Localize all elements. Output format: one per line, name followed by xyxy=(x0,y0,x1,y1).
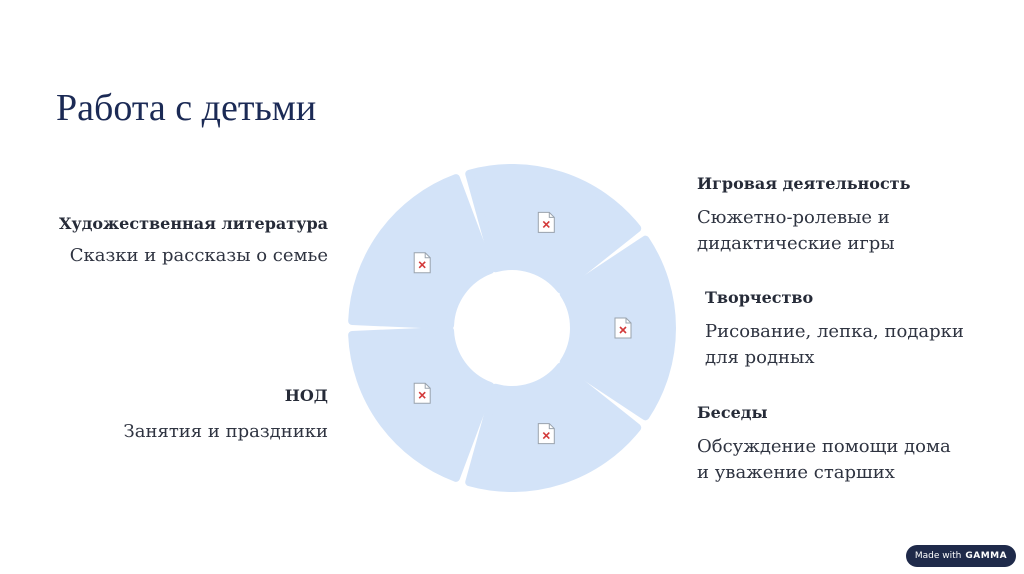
segment-literature xyxy=(352,178,490,325)
broken-image-icon xyxy=(538,212,554,232)
item-talks-heading: Беседы xyxy=(697,403,768,422)
item-creativity-text-line2: для родных xyxy=(705,347,815,368)
item-literature xyxy=(40,213,328,269)
broken-image-icon xyxy=(414,383,430,403)
segment-nod xyxy=(352,331,490,478)
item-talks-text-line1: Обсуждение помощи дома xyxy=(697,436,951,457)
broken-image-icon xyxy=(414,253,430,273)
item-creativity-text-line1: Рисование, лепка, подарки xyxy=(705,321,964,342)
item-creativity xyxy=(705,287,1005,371)
item-games xyxy=(697,173,997,257)
item-literature-text: Сказки и рассказы о семье xyxy=(69,245,328,266)
item-games-text-line1: Сюжетно-ролевые и xyxy=(697,207,890,228)
segmented-ring-diagram xyxy=(340,158,684,502)
item-nod xyxy=(40,385,328,445)
gamma-logo: GAMMA xyxy=(965,551,1008,561)
broken-image-icon xyxy=(538,424,554,444)
made-with-gamma-badge[interactable] xyxy=(906,545,1016,567)
item-nod-heading: НОД xyxy=(284,386,328,405)
item-nod-text: Занятия и праздники xyxy=(123,421,328,442)
item-literature-heading: Художественная литература xyxy=(59,214,328,233)
item-games-text-line2: дидактические игры xyxy=(697,233,895,254)
broken-image-icon xyxy=(615,318,631,338)
item-talks-text-line2: и уважение старших xyxy=(697,462,895,483)
item-games-heading: Игровая деятельность xyxy=(697,174,911,193)
item-creativity-heading: Творчество xyxy=(705,288,814,307)
made-with-label: Made with xyxy=(914,551,962,561)
page-title: Работа с детьми xyxy=(56,87,317,129)
item-talks xyxy=(697,402,997,486)
